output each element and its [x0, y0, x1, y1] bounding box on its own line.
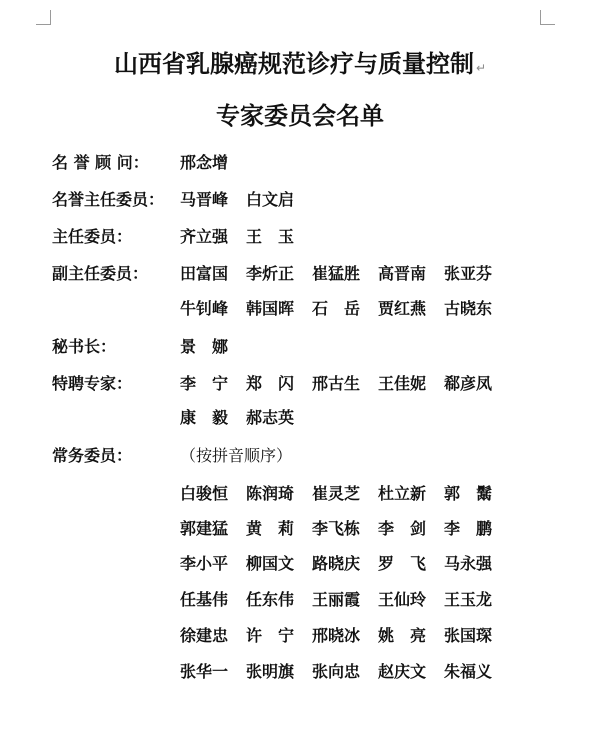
member-name: 张国琛 [444, 626, 493, 645]
member-name: 郭建猛 [180, 519, 229, 538]
name-row [180, 371, 510, 394]
member-name: 马晋峰 [180, 190, 229, 209]
member-name: 柳国文 [246, 554, 295, 573]
name-row [180, 187, 312, 210]
member-name: 黄 莉 [246, 519, 295, 538]
member-name: 景 娜 [180, 337, 229, 356]
member-name: 邢念增 [180, 153, 229, 172]
member-name: 崔灵芝 [312, 484, 361, 503]
name-row [180, 150, 246, 173]
member-name: 马永强 [444, 554, 493, 573]
member-name: 任东伟 [246, 590, 295, 609]
member-name: 任基伟 [180, 590, 229, 609]
paragraph-mark: ↵ [475, 61, 487, 75]
member-name: 王 玉 [246, 227, 295, 246]
member-name: 徐建忠 [180, 626, 229, 645]
member-name: 古晓东 [444, 299, 493, 318]
member-name: 路晓庆 [312, 554, 361, 573]
label-honorary-advisor: 名 誉 顾 问： [52, 153, 149, 172]
member-name: 许 宁 [246, 626, 295, 645]
member-name: 李炘正 [246, 264, 295, 283]
member-name: 张华一 [180, 662, 229, 681]
member-name: 康 毅 [180, 408, 229, 427]
member-name: 张明旗 [246, 662, 295, 681]
name-row [180, 659, 510, 682]
member-name: 郝志英 [246, 408, 295, 427]
member-name: 牛钊峰 [180, 299, 229, 318]
label-honorary-director: 名誉主任委员： [52, 190, 165, 209]
member-name: 崔猛胜 [312, 264, 361, 283]
member-name: 邢古生 [312, 374, 361, 393]
member-name: 白文启 [246, 190, 295, 209]
name-row [180, 516, 510, 539]
member-name: 张向忠 [312, 662, 361, 681]
member-name: 郑 闪 [246, 374, 295, 393]
member-name: 李飞栋 [312, 519, 361, 538]
member-name: 罗 飞 [378, 554, 427, 573]
member-name: 邢晓冰 [312, 626, 361, 645]
page-corner-mark [540, 10, 555, 25]
member-name: 王仙玲 [378, 590, 427, 609]
name-row [180, 261, 510, 284]
member-name: 杜立新 [378, 484, 427, 503]
title-line-1: 山西省乳腺癌规范诊疗与质量控制 [113, 50, 474, 78]
member-name: 张亚芬 [444, 264, 493, 283]
member-name: 齐立强 [180, 227, 229, 246]
label-standing-members: 常务委员： [52, 446, 133, 465]
member-name: 李 宁 [180, 374, 229, 393]
document-subtitle: 专家委员会名单 [216, 102, 384, 130]
member-name: 王丽霞 [312, 590, 361, 609]
member-name: 白骏恒 [180, 484, 229, 503]
member-name: 李小平 [180, 554, 229, 573]
member-name: 郭 鬗 [444, 484, 493, 503]
label-secretary-general: 秘书长： [52, 337, 117, 356]
member-name: 田富国 [180, 264, 229, 283]
document-title [0, 44, 600, 79]
member-name: 朱福义 [444, 662, 493, 681]
member-name: 姚 亮 [378, 626, 427, 645]
name-row [180, 334, 246, 357]
name-row [180, 443, 292, 466]
member-name: 陈润琦 [246, 484, 295, 503]
member-name: 石 岳 [312, 299, 361, 318]
member-name: 李 鹏 [444, 519, 493, 538]
member-name: 赵庆文 [378, 662, 427, 681]
name-row [180, 224, 312, 247]
name-row [180, 587, 510, 610]
page-corner-mark [36, 10, 51, 25]
member-name: 王佳妮 [378, 374, 427, 393]
member-name: 王玉龙 [444, 590, 493, 609]
name-row [180, 623, 510, 646]
name-row [180, 551, 510, 574]
member-name: 贾红燕 [378, 299, 427, 318]
member-name: 韩国晖 [246, 299, 295, 318]
name-row [180, 296, 510, 319]
member-name: 李 剑 [378, 519, 427, 538]
order-note: （按拼音顺序） [180, 446, 293, 465]
label-special-experts: 特聘专家： [52, 374, 133, 393]
label-vice-directors: 副主任委员： [52, 264, 149, 283]
member-name: 高晋南 [378, 264, 427, 283]
name-row [180, 481, 510, 504]
name-row [180, 405, 312, 428]
label-director: 主任委员： [52, 227, 133, 246]
member-name: 郗彦凤 [444, 374, 493, 393]
